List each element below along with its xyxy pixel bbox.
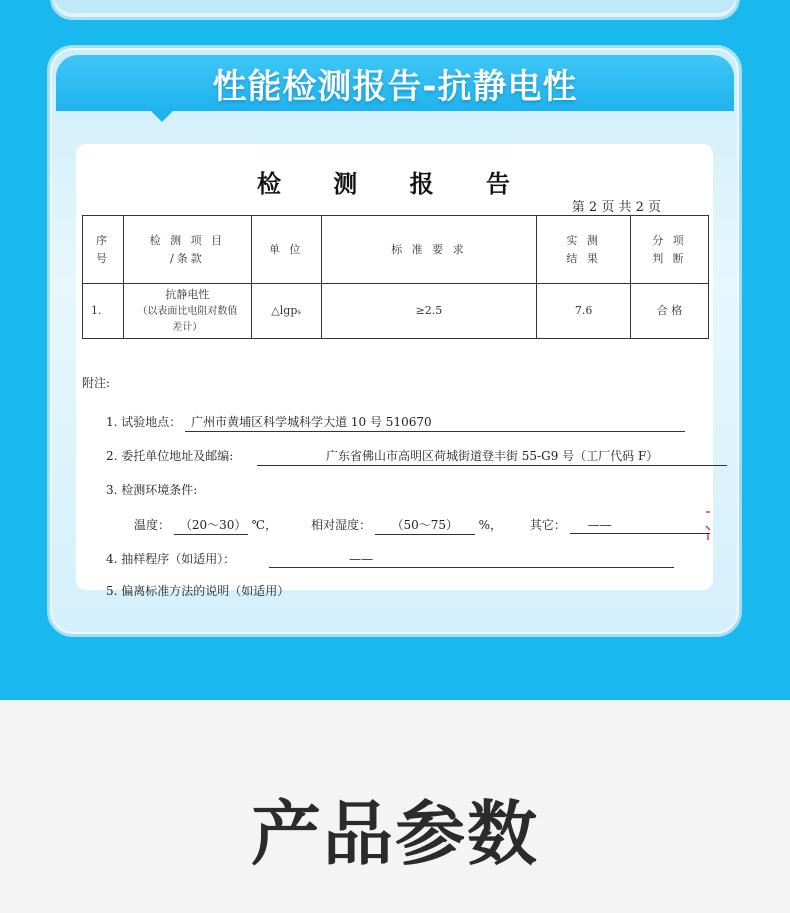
cell-item: [123, 284, 251, 339]
other-label: 其它：: [529, 518, 566, 532]
annex-line-3: [106, 481, 197, 498]
report-document: [76, 144, 713, 598]
humidity-label: 相对湿度：: [310, 518, 371, 532]
item-main: 抗静电性: [165, 288, 210, 302]
header-item: 检 测 项 目 /条款: [123, 216, 251, 284]
item-note: （以表面比电阻对数值 差计）: [137, 305, 238, 333]
client-address-label: 2. 委托单位地址及邮编:: [106, 449, 234, 463]
table-header-row: [83, 216, 709, 284]
annex-line-5-partial: 5. 偏离标准方法的说明（如适用）: [106, 584, 290, 598]
sampling-label: 4. 抽样程序（如适用）：: [106, 552, 236, 566]
temperature-label: 温度：: [134, 518, 171, 532]
banner-title: 性能检测报告-抗静电性: [212, 66, 578, 107]
title-banner: [56, 55, 734, 111]
header-unit: 单 位: [251, 216, 321, 284]
table-row: [83, 284, 709, 339]
cell-requirement: ≥2.5: [321, 284, 537, 339]
other-value: ——: [570, 518, 710, 534]
annex-line-1: [106, 413, 685, 432]
cell-index: 1.: [83, 284, 124, 339]
annex-label: 附注:: [82, 376, 111, 390]
header-requirement: 标 准 要 求: [321, 216, 537, 284]
section-title: 产品参数: [251, 793, 539, 875]
header-index: 序 号: [83, 216, 124, 284]
temperature-unit: ℃，: [251, 518, 278, 532]
cell-judgement: 合 格: [631, 284, 709, 339]
report-table: [82, 215, 709, 339]
header-result: 实 测 结 果: [537, 216, 631, 284]
document-title: 检 测 报 告: [256, 169, 533, 198]
annex-line-2: [106, 447, 727, 466]
humidity-unit: %，: [478, 518, 503, 532]
test-location-value: 广州市黄埔区科学城科学大道 10 号 510670: [185, 413, 685, 432]
page-info: 第 2 页 共 2 页: [571, 200, 661, 215]
environment-label: 3. 检测环境条件:: [106, 483, 198, 497]
client-address-value: 广东省佛山市高明区荷城街道登丰街 55-G9 号（工厂代码 F）: [257, 447, 727, 466]
test-location-label: 1. 试验地点：: [106, 415, 182, 429]
red-stamp-edge: [705, 510, 711, 542]
cell-result: 7.6: [537, 284, 631, 339]
humidity-value: （50～75）: [375, 516, 475, 535]
temperature-value: （20～30）: [174, 516, 248, 535]
previous-card-edge: [50, 0, 740, 20]
annex-line-4: [106, 550, 674, 568]
banner-pointer: [150, 110, 174, 122]
header-judgement: 分 项 判 断: [631, 216, 709, 284]
cell-unit: △lgpₛ: [251, 284, 321, 339]
sampling-value: ——: [269, 552, 674, 568]
annex-environment-row: [134, 516, 710, 535]
